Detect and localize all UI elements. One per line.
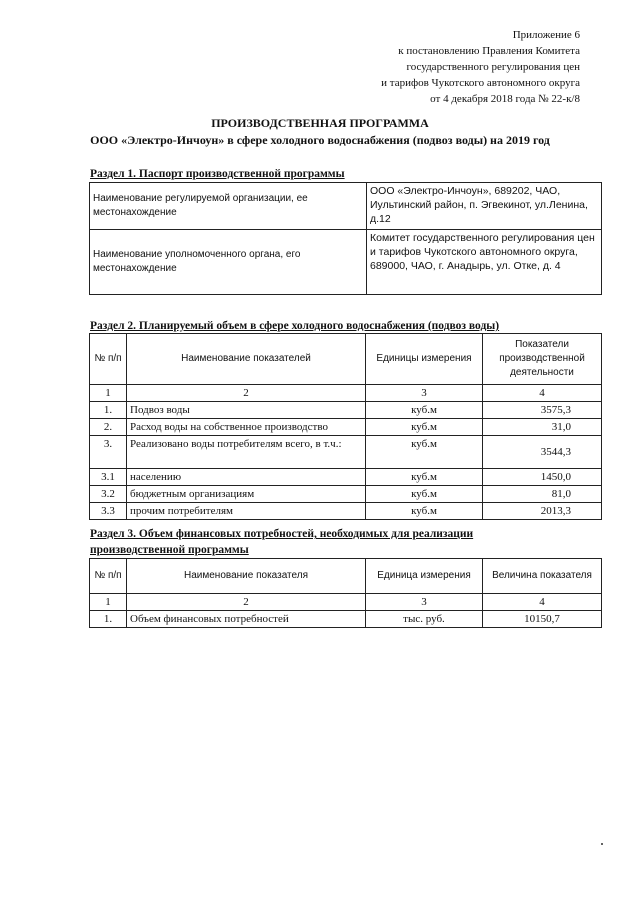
column-number: 2 bbox=[127, 594, 366, 611]
section1-title: Раздел 1. Паспорт производственной программы bbox=[90, 168, 345, 180]
document-subtitle: ООО «Электро-Инчоун» в сфере холодного водоснабжения (подвоз воды) на 2019 год bbox=[90, 133, 550, 147]
document-title: ПРОИЗВОДСТВЕННАЯ ПРОГРАММА bbox=[211, 116, 429, 130]
table-row bbox=[90, 611, 602, 628]
row-name: бюджетным организациям bbox=[127, 486, 366, 503]
row-value: 3544,3 bbox=[483, 436, 602, 469]
row-number: 3.1 bbox=[90, 469, 127, 486]
row-number: 3.2 bbox=[90, 486, 127, 503]
section3-title-line1: Раздел 3. Объем финансовых потребностей, необходимых для реализации bbox=[90, 528, 474, 540]
table-row bbox=[90, 230, 602, 295]
passport-value: ООО «Электро-Инчоун», 689202, ЧАО, Иультинский район, п. Эгвекинот, ул.Ленина, д.12 bbox=[367, 183, 602, 230]
column-numbers-row bbox=[90, 594, 602, 611]
table-row bbox=[90, 503, 602, 520]
table-row bbox=[90, 402, 602, 419]
row-unit: куб.м bbox=[366, 419, 483, 436]
row-name: прочим потребителям bbox=[127, 503, 366, 520]
row-unit: куб.м bbox=[366, 436, 483, 469]
row-name: Реализовано воды потребителям всего, в т.ч.: bbox=[127, 436, 366, 469]
row-unit: куб.м bbox=[366, 469, 483, 486]
header-cell-value: Величина показателя bbox=[483, 559, 602, 594]
row-value: 10150,7 bbox=[483, 611, 602, 628]
header-cell-name: Наименование показателей bbox=[127, 334, 366, 385]
row-name: Расход воды на собственное производство bbox=[127, 419, 366, 436]
section2-title: Раздел 2. Планируемый объем в сфере холодного водоснабжения (подвоз воды) bbox=[90, 320, 500, 332]
row-value: 31,0 bbox=[483, 419, 602, 436]
row-value: 2013,3 bbox=[483, 503, 602, 520]
section3-title bbox=[90, 526, 473, 558]
volume-table bbox=[89, 333, 602, 520]
appendix-line: Приложение 6 bbox=[512, 29, 580, 41]
column-numbers-row bbox=[90, 385, 602, 402]
appendix-line: к постановлению Правления Комитета bbox=[398, 45, 580, 57]
row-name: населению bbox=[127, 469, 366, 486]
header-cell-unit: Единица измерения bbox=[366, 559, 483, 594]
column-number: 2 bbox=[127, 385, 366, 402]
column-number: 1 bbox=[90, 594, 127, 611]
appendix-header bbox=[280, 27, 580, 107]
column-number: 3 bbox=[366, 594, 483, 611]
row-number: 3.3 bbox=[90, 503, 127, 520]
scan-speck bbox=[601, 843, 603, 845]
row-unit: куб.м bbox=[366, 503, 483, 520]
finance-table bbox=[89, 558, 602, 628]
appendix-line: от 4 декабря 2018 года № 22-к/8 bbox=[430, 93, 580, 105]
row-name: Подвоз воды bbox=[127, 402, 366, 419]
column-number: 4 bbox=[483, 594, 602, 611]
table-header-row bbox=[90, 334, 602, 385]
row-unit: тыс. руб. bbox=[366, 611, 483, 628]
header-cell-name: Наименование показателя bbox=[127, 559, 366, 594]
table-header-row bbox=[90, 559, 602, 594]
header-cell-unit: Единицы измерения bbox=[366, 334, 483, 385]
header-cell-value: Показатели производственной деятельности bbox=[483, 334, 602, 385]
passport-table bbox=[89, 182, 602, 295]
appendix-line: государственного регулирования цен bbox=[406, 61, 580, 73]
table-row bbox=[90, 183, 602, 230]
row-value: 1450,0 bbox=[483, 469, 602, 486]
row-number: 2. bbox=[90, 419, 127, 436]
appendix-line: и тарифов Чукотского автономного округа bbox=[381, 77, 580, 89]
table-row bbox=[90, 419, 602, 436]
column-number: 3 bbox=[366, 385, 483, 402]
passport-value: Комитет государственного регулирования цен и тарифов Чукотского автономного округа, 689000, ЧАО, г. Анадырь, ул. Отке, д. 4 bbox=[367, 230, 602, 295]
row-number: 1. bbox=[90, 611, 127, 628]
section3-title-line2: производственной программы bbox=[90, 544, 249, 556]
row-unit: куб.м bbox=[366, 486, 483, 503]
column-number: 4 bbox=[483, 385, 602, 402]
row-number: 3. bbox=[90, 436, 127, 469]
header-cell-number: № п/п bbox=[90, 559, 127, 594]
row-value: 3575,3 bbox=[483, 402, 602, 419]
table-row bbox=[90, 469, 602, 486]
passport-label: Наименование регулируемой организации, ее местонахождение bbox=[90, 183, 367, 230]
row-name: Объем финансовых потребностей bbox=[127, 611, 366, 628]
row-number: 1. bbox=[90, 402, 127, 419]
column-number: 1 bbox=[90, 385, 127, 402]
table-row bbox=[90, 486, 602, 503]
header-cell-number: № п/п bbox=[90, 334, 127, 385]
table-row bbox=[90, 436, 602, 469]
passport-label: Наименование уполномоченного органа, его местонахождение bbox=[90, 230, 367, 295]
row-value: 81,0 bbox=[483, 486, 602, 503]
row-unit: куб.м bbox=[366, 402, 483, 419]
